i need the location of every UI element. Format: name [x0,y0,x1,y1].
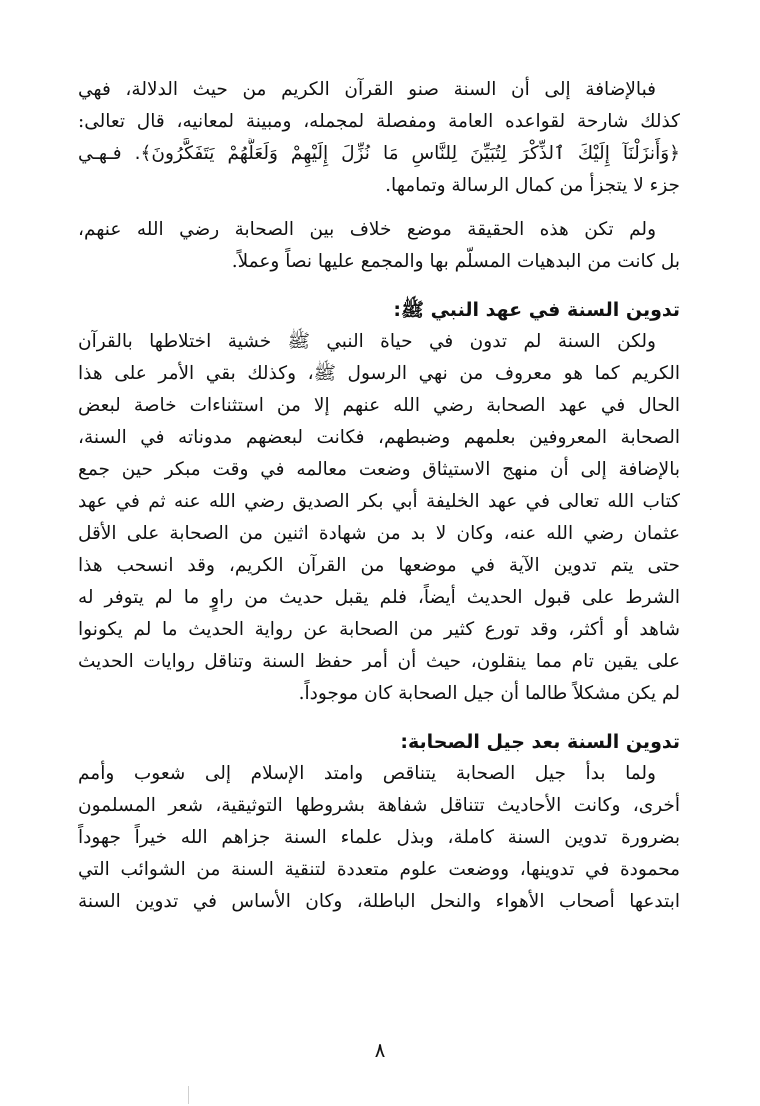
text-line: كذلك شارحة لقواعده العامة ومفصلة لمجمله، ومبينة لمعانيه، قال تعالى: [78,111,680,132]
text-line: فبالإضافة إلى أن السنة صنو القرآن الكريم من حيث الدلالة، فهي [78,79,656,100]
text-line: الكريم كما هو معروف من نهي الرسول ﷺ، وكذلك بقي الأمر على هذا [78,363,680,384]
text-line: حتى يتم تدوين الآية في موضعها من القرآن الكريم، وقد انسحب هذا [78,555,680,576]
text-line: شاهد أو أكثر، وقد تورع كثير من الصحابة عن رواية الحديث ما لم يكونوا [78,619,680,640]
text-line: كتاب الله تعالى في عهد الخليفة أبي بكر الصديق رضي الله عنه ثم في عهد [78,491,680,512]
text-line: بالإضافة إلى أن منهج الاستيثاق وضعت معالمه في وقت مبكر حين جمع [78,459,680,480]
paragraph-2 [78,214,680,278]
text-line: بل كانت من البدهيات المسلّم بها والمجمع عليها نصاً وعملاً. [231,251,680,272]
text-line: ولم تكن هذه الحقيقة موضع خلاف بين الصحابة رضي الله عنهم، [78,219,656,240]
page-number: ٨ [374,1038,386,1062]
text-line: الحال في عهد الصحابة رضي الله عنهم إلا من استثناءات خاصة لبعض [78,395,680,416]
section-heading-prophet-era: تدوين السنة في عهد النبي ﷺ: [393,299,680,321]
page-body [78,74,680,918]
section-gap [78,710,680,726]
paragraph-gap [78,202,680,214]
footer-divider [188,1086,189,1104]
text-line: الشرط على قبول الحديث أيضاً، فلم يقبل حديث من راوٍ ما لم يتوفر له [78,587,680,608]
section-gap [78,278,680,294]
text-line: ولكن السنة لم تدون في حياة النبي ﷺ خشية اختلاطها بالقرآن [78,331,656,352]
text-line: الصحابة المعروفين بعلمهم وضبطهم، فكانت لبعضهم مدوناته في السنة، [78,427,680,448]
text-line: جزء لا يتجزأ من كمال الرسالة وتمامها. [385,175,680,196]
text-line: أخرى، وكانت الأحاديث تتناقل شفاهة بشروطها التوثيقية، شعر المسلمون [78,795,680,816]
paragraph-4 [78,758,680,918]
text-line: لم يكن مشكلاً طالما أن جيل الصحابة كان موجوداً. [298,683,680,704]
text-line: عثمان رضي الله عنه، وكان لا بد من شهادة اثنين من الصحابة على الأقل [78,523,680,544]
text-line: بضرورة تدوين السنة كاملة، وبذل علماء السنة جزاهم الله خيراً جهوداً [78,827,680,848]
paragraph-1 [78,74,680,202]
paragraph-3 [78,326,680,710]
text-line: على يقين تام مما ينقلون، حيث أن أمر حفظ السنة وتناقل روايات الحديث [78,651,680,672]
text-line: ولما بدأ جيل الصحابة يتناقص وامتد الإسلام إلى شعوب وأمم [78,763,656,784]
section-heading-after-companions: تدوين السنة بعد جيل الصحابة: [400,731,680,753]
quran-verse-line: ﴿وَأَنزَلْنَآ إِلَيْكَ ٱلذِّكْرَ لِتُبَيِّنَ لِلنَّاسِ مَا نُزِّلَ إِلَيْهِمْ وَلَعَلَّهُمْ يَتَفَكَّرُونَ﴾. فـهـي [78,143,680,164]
text-line: ابتدعها أصحاب الأهواء والنحل الباطلة، وكان الأساس في تدوين السنة [78,891,680,912]
text-line: محمودة في تدوينها، ووضعت علوم متعددة لتنقية السنة من الشوائب التي [78,859,680,880]
